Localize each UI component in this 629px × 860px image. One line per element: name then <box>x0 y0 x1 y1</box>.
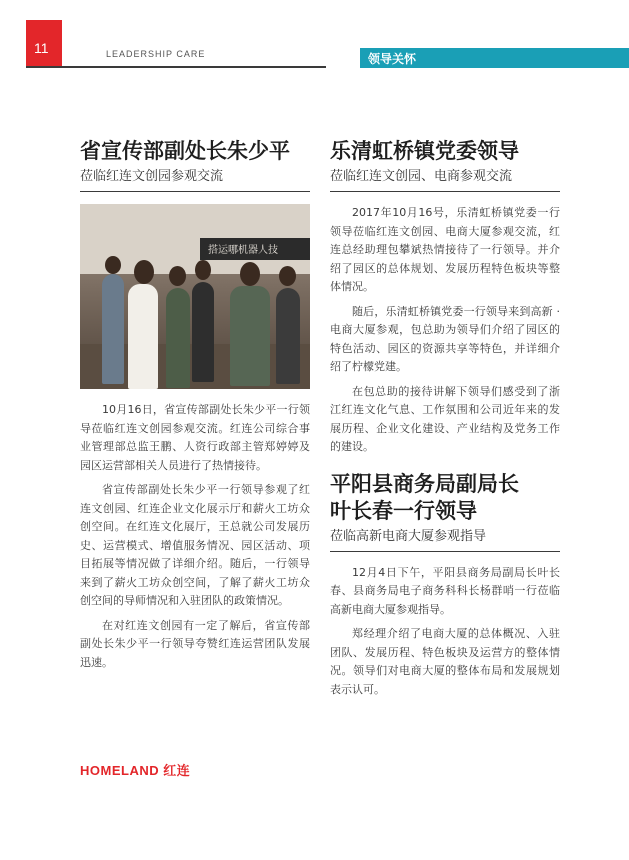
article-left <box>80 138 310 678</box>
article3-rule <box>330 551 560 552</box>
article1-subtitle: 莅临红连文创园参观交流 <box>80 169 224 184</box>
article2-subtitle: 莅临红连文创园、电商参观交流 <box>330 169 513 184</box>
photo-person <box>166 288 190 388</box>
homeland-logo: HOMELAND 红连 <box>80 763 191 778</box>
article1-rule <box>80 191 310 192</box>
photo-person <box>230 286 270 386</box>
article2-paragraph: 随后，乐清虹桥镇党委一行领导来到高新 · 电商大厦参观，包总助为领导们介绍了园区的特色活动、园区的资源共享等特色，并详细介绍了柠檬党建。 <box>330 304 560 373</box>
photo-head <box>279 266 296 286</box>
photo-head <box>195 260 211 280</box>
article3-paragraph: 12月4日下午，平阳县商务局副局长叶长春、县商务局电子商务科科长杨群哨一行莅临高新电商大厦参观指导。 <box>330 565 560 616</box>
article3 <box>330 471 560 700</box>
article1-body <box>80 401 310 672</box>
photo-head <box>169 266 186 286</box>
photo-person <box>192 282 214 382</box>
article3-title-line2: 叶长春一行领导 <box>330 498 477 523</box>
article3-paragraph: 郑经理介绍了电商大厦的总体概况、入驻团队、发展历程、特色板块及运营方的整体情况。领导们对电商大厦的整体布局和发展规划表示认可。 <box>330 627 560 696</box>
photo-sign <box>200 238 310 260</box>
article1-paragraph: 10月16日，省宣传部副处长朱少平一行领导莅临红连文创园参观交流。红连公司综合事业管理部总监王鹏、人资行政部主管郑婷婷及园区运营部相关人员进行了热情接待。 <box>80 403 310 472</box>
article3-body <box>330 564 560 700</box>
article2-body <box>330 204 560 457</box>
article3-title-line1: 平阳县商务局副局长 <box>330 471 519 496</box>
article2-rule <box>330 191 560 192</box>
photo-head <box>134 260 154 284</box>
photo-person <box>102 274 124 384</box>
header-divider <box>26 66 326 68</box>
article3-subtitle: 莅临高新电商大厦参观指导 <box>330 528 487 544</box>
page-number: 11 <box>34 40 49 56</box>
visit-photo <box>80 204 310 389</box>
photo-person <box>128 284 158 389</box>
section-tag <box>360 48 629 68</box>
photo-person <box>276 288 300 384</box>
section-title-en: LEADERSHIP CARE <box>106 49 206 59</box>
article1-paragraph: 省宣传部副处长朱少平一行领导参观了红连文创园、红连企业文化展示厅和薪火工坊众创空间。在红连文化展厅，王总就公司发展历史、运营模式、增值服务情况、园区活动、项目拓展等情况做了详细介绍。随后，一行领导来到了薪火工坊众创空间，了解了薪火工坊众创空间的导师情况和入驻团队的政策情况。 <box>80 483 310 607</box>
article2-paragraph: 在包总助的接待讲解下领导们感受到了浙江红连文化气息、工作氛围和公司近年来的发展历程、企业文化建设、产业结构及党务工作的建设。 <box>330 384 560 453</box>
photo-sign-text: 搭运哪机器人技 <box>208 245 278 256</box>
article1-title: 省宣传部副处长朱少平 <box>80 139 290 163</box>
photo-head <box>105 256 121 274</box>
article-right <box>330 138 560 705</box>
article2-paragraph: 2017年10月16号，乐清虹桥镇党委一行领导莅临红连文创园、电商大厦参观交流，红连总经助理包攀斌热情接待了一行领导。并介绍了园区的总体规划、发展历程特色板块等整体情况。 <box>330 206 560 293</box>
section-title-cn: 领导关怀 <box>368 52 417 66</box>
photo-head <box>240 262 260 286</box>
article1-paragraph: 在对红连文创园有一定了解后，省宣传部副处长朱少平一行领导夸赞红连运营团队发展迅速。 <box>80 618 310 669</box>
article2-title: 乐清虹桥镇党委领导 <box>330 139 519 163</box>
